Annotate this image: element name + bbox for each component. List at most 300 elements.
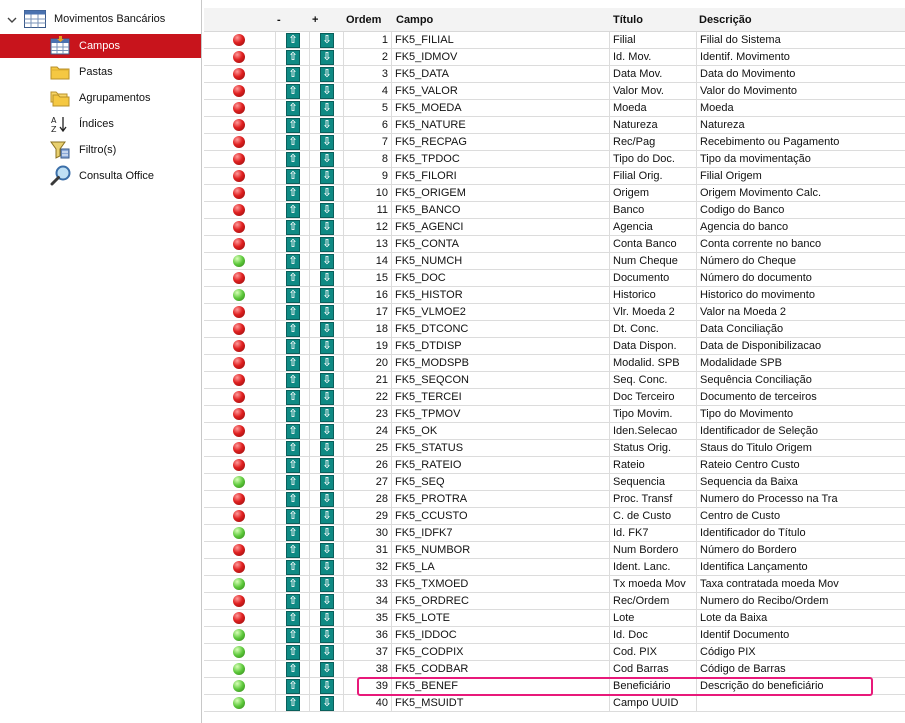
descricao-cell: Identificador do Título	[697, 525, 905, 542]
campo-cell: FK5_FILORI	[392, 168, 610, 185]
magnifier-icon	[50, 165, 72, 187]
arrow-up-icon[interactable]: ⇧	[286, 356, 300, 371]
ordem-cell: 2	[344, 49, 392, 66]
titulo-cell: Rec/Ordem	[610, 593, 697, 610]
move-up-cell	[276, 151, 310, 168]
move-up-cell	[276, 576, 310, 593]
table-row[interactable]	[204, 610, 905, 627]
arrow-down-icon[interactable]: ⇩	[320, 679, 334, 694]
arrow-up-icon[interactable]: ⇧	[286, 339, 300, 354]
arrow-up-icon[interactable]: ⇧	[286, 645, 300, 660]
arrow-up-icon[interactable]: ⇧	[286, 390, 300, 405]
arrow-up-icon[interactable]: ⇧	[286, 560, 300, 575]
move-down-cell	[310, 372, 344, 389]
campo-cell: FK5_BANCO	[392, 202, 610, 219]
status-cell	[204, 576, 276, 593]
descricao-cell: Centro de Custo	[697, 508, 905, 525]
move-down-cell	[310, 338, 344, 355]
arrow-down-icon[interactable]: ⇩	[320, 509, 334, 524]
status-red-icon	[233, 306, 245, 318]
arrow-down-icon[interactable]: ⇩	[320, 186, 334, 201]
status-cell	[204, 253, 276, 270]
arrow-up-icon[interactable]: ⇧	[286, 67, 300, 82]
arrow-up-icon[interactable]: ⇧	[286, 220, 300, 235]
move-down-cell	[310, 491, 344, 508]
campo-cell: FK5_TPMOV	[392, 406, 610, 423]
move-up-cell	[276, 270, 310, 287]
descricao-cell: Valor na Moeda 2	[697, 304, 905, 321]
arrow-down-icon[interactable]: ⇩	[320, 407, 334, 422]
move-up-cell	[276, 389, 310, 406]
move-up-cell	[276, 100, 310, 117]
titulo-cell: Data Dispon.	[610, 338, 697, 355]
descricao-cell: Moeda	[697, 100, 905, 117]
arrow-up-icon[interactable]: ⇧	[286, 458, 300, 473]
status-cell	[204, 372, 276, 389]
arrow-down-icon[interactable]: ⇩	[320, 390, 334, 405]
arrow-up-icon[interactable]: ⇧	[286, 407, 300, 422]
ordem-cell: 31	[344, 542, 392, 559]
arrow-up-icon[interactable]: ⇧	[286, 594, 300, 609]
table-row[interactable]	[204, 66, 905, 83]
move-down-cell	[310, 542, 344, 559]
arrow-down-icon[interactable]: ⇩	[320, 203, 334, 218]
arrow-down-icon[interactable]: ⇩	[320, 594, 334, 609]
titulo-cell: Modalid. SPB	[610, 355, 697, 372]
titulo-cell: Proc. Transf	[610, 491, 697, 508]
ordem-cell: 25	[344, 440, 392, 457]
status-cell	[204, 151, 276, 168]
status-cell	[204, 287, 276, 304]
arrow-down-icon[interactable]: ⇩	[320, 33, 334, 48]
move-down-cell	[310, 270, 344, 287]
ordem-cell: 8	[344, 151, 392, 168]
campo-cell: FK5_DTDISP	[392, 338, 610, 355]
campo-cell: FK5_NUMCH	[392, 253, 610, 270]
ordem-cell: 14	[344, 253, 392, 270]
titulo-cell: Data Mov.	[610, 66, 697, 83]
arrow-up-icon[interactable]: ⇧	[286, 288, 300, 303]
arrow-down-icon[interactable]: ⇩	[320, 135, 334, 150]
arrow-up-icon[interactable]: ⇧	[286, 611, 300, 626]
folders-icon	[50, 88, 70, 108]
campo-cell: FK5_LOTE	[392, 610, 610, 627]
table-row[interactable]	[204, 695, 905, 712]
table-row[interactable]	[204, 593, 905, 610]
arrow-down-icon[interactable]: ⇩	[320, 543, 334, 558]
status-cell	[204, 134, 276, 151]
status-cell	[204, 491, 276, 508]
campo-cell: FK5_FILIAL	[392, 32, 610, 49]
status-cell	[204, 270, 276, 287]
table-row[interactable]	[204, 440, 905, 457]
table-row[interactable]	[204, 168, 905, 185]
descricao-cell: Codigo do Banco	[697, 202, 905, 219]
ordem-cell: 32	[344, 559, 392, 576]
titulo-cell: Beneficiário	[610, 678, 697, 695]
status-cell	[204, 117, 276, 134]
arrow-down-icon[interactable]: ⇩	[320, 288, 334, 303]
campo-cell: FK5_NATURE	[392, 117, 610, 134]
arrow-down-icon[interactable]: ⇩	[320, 373, 334, 388]
status-red-icon	[233, 323, 245, 335]
titulo-cell: Cod Barras	[610, 661, 697, 678]
status-cell	[204, 32, 276, 49]
arrow-down-icon[interactable]: ⇩	[320, 339, 334, 354]
ordem-cell: 5	[344, 100, 392, 117]
status-cell	[204, 627, 276, 644]
arrow-up-icon[interactable]: ⇧	[286, 509, 300, 524]
move-up-cell	[276, 474, 310, 491]
arrow-down-icon[interactable]: ⇩	[320, 611, 334, 626]
ordem-cell: 39	[344, 678, 392, 695]
status-red-icon	[233, 272, 245, 284]
arrow-up-icon[interactable]: ⇧	[286, 118, 300, 133]
arrow-down-icon[interactable]: ⇩	[320, 322, 334, 337]
arrow-up-icon[interactable]: ⇧	[286, 628, 300, 643]
move-down-cell	[310, 610, 344, 627]
ordem-cell: 36	[344, 627, 392, 644]
tree-panel	[0, 0, 202, 723]
descricao-cell: Data de Disponibilizacao	[697, 338, 905, 355]
arrow-down-icon[interactable]: ⇩	[320, 458, 334, 473]
table-row[interactable]	[204, 661, 905, 678]
table-row[interactable]	[204, 644, 905, 661]
arrow-down-icon[interactable]: ⇩	[320, 220, 334, 235]
table-row[interactable]	[204, 389, 905, 406]
table-row[interactable]	[204, 253, 905, 270]
arrow-down-icon[interactable]: ⇩	[320, 424, 334, 439]
arrow-up-icon[interactable]: ⇧	[286, 492, 300, 507]
table-row[interactable]	[204, 49, 905, 66]
table-icon	[24, 10, 46, 28]
table-row[interactable]	[204, 627, 905, 644]
table-row[interactable]	[204, 185, 905, 202]
titulo-cell: Sequencia	[610, 474, 697, 491]
move-down-cell	[310, 644, 344, 661]
table-row[interactable]	[204, 355, 905, 372]
tree-item-consulta-office[interactable]	[0, 164, 201, 188]
move-down-cell	[310, 695, 344, 712]
arrow-up-icon[interactable]: ⇧	[286, 526, 300, 541]
tree-root-movimentos[interactable]	[0, 7, 202, 33]
arrow-down-icon[interactable]: ⇩	[320, 696, 334, 711]
status-cell	[204, 542, 276, 559]
arrow-up-icon[interactable]: ⇧	[286, 543, 300, 558]
table-row[interactable]	[204, 219, 905, 236]
titulo-cell: Origem	[610, 185, 697, 202]
arrow-up-icon[interactable]: ⇧	[286, 135, 300, 150]
ordem-cell: 40	[344, 695, 392, 712]
arrow-down-icon[interactable]: ⇩	[320, 50, 334, 65]
status-red-icon	[233, 119, 245, 131]
arrow-up-icon[interactable]: ⇧	[286, 271, 300, 286]
descricao-cell: Agencia do banco	[697, 219, 905, 236]
arrow-down-icon[interactable]: ⇩	[320, 271, 334, 286]
arrow-down-icon[interactable]: ⇩	[320, 577, 334, 592]
arrow-down-icon[interactable]: ⇩	[320, 254, 334, 269]
arrow-down-icon[interactable]: ⇩	[320, 237, 334, 252]
titulo-cell: Vlr. Moeda 2	[610, 304, 697, 321]
descricao-cell: Staus do Titulo Origem	[697, 440, 905, 457]
ordem-cell: 24	[344, 423, 392, 440]
status-red-icon	[233, 85, 245, 97]
titulo-cell: Iden.Selecao	[610, 423, 697, 440]
campo-cell: FK5_CODPIX	[392, 644, 610, 661]
status-cell	[204, 389, 276, 406]
titulo-cell: Conta Banco	[610, 236, 697, 253]
status-green-icon	[233, 629, 245, 641]
campo-cell: FK5_IDDOC	[392, 627, 610, 644]
descricao-cell: Recebimento ou Pagamento	[697, 134, 905, 151]
titulo-cell: Filial Orig.	[610, 168, 697, 185]
descricao-cell: Descrição do beneficiário	[697, 678, 905, 695]
titulo-cell: Doc Terceiro	[610, 389, 697, 406]
arrow-up-icon[interactable]: ⇧	[286, 696, 300, 711]
move-up-cell	[276, 32, 310, 49]
table-row[interactable]	[204, 32, 905, 49]
ordem-cell: 9	[344, 168, 392, 185]
arrow-down-icon[interactable]: ⇩	[320, 441, 334, 456]
tree-item-label: Pastas	[79, 66, 113, 78]
table-row[interactable]	[204, 134, 905, 151]
titulo-cell: Tx moeda Mov	[610, 576, 697, 593]
titulo-cell: Status Orig.	[610, 440, 697, 457]
tree-root-label: Movimentos Bancários	[54, 13, 166, 25]
ordem-cell: 10	[344, 185, 392, 202]
arrow-down-icon[interactable]: ⇩	[320, 662, 334, 677]
move-down-cell	[310, 185, 344, 202]
move-down-cell	[310, 66, 344, 83]
table-row[interactable]	[204, 236, 905, 253]
table-row[interactable]	[204, 372, 905, 389]
status-cell	[204, 321, 276, 338]
status-cell	[204, 304, 276, 321]
arrow-down-icon[interactable]: ⇩	[320, 67, 334, 82]
status-red-icon	[233, 238, 245, 250]
arrow-up-icon[interactable]: ⇧	[286, 373, 300, 388]
arrow-up-icon[interactable]: ⇧	[286, 577, 300, 592]
ordem-cell: 12	[344, 219, 392, 236]
move-down-cell	[310, 423, 344, 440]
campo-cell: FK5_TPDOC	[392, 151, 610, 168]
move-up-cell	[276, 321, 310, 338]
campo-cell: FK5_LA	[392, 559, 610, 576]
table-row[interactable]	[204, 576, 905, 593]
status-red-icon	[233, 391, 245, 403]
move-down-cell	[310, 440, 344, 457]
table-row[interactable]	[204, 525, 905, 542]
status-green-icon	[233, 578, 245, 590]
status-cell	[204, 644, 276, 661]
status-cell	[204, 100, 276, 117]
campo-cell: FK5_OK	[392, 423, 610, 440]
table-row[interactable]	[204, 270, 905, 287]
status-cell	[204, 678, 276, 695]
move-down-cell	[310, 32, 344, 49]
status-red-icon	[233, 68, 245, 80]
table-row[interactable]	[204, 457, 905, 474]
chevron-down-icon[interactable]	[6, 14, 18, 26]
titulo-cell: Ident. Lanc.	[610, 559, 697, 576]
ordem-cell: 4	[344, 83, 392, 100]
move-down-cell	[310, 321, 344, 338]
arrow-up-icon[interactable]: ⇧	[286, 475, 300, 490]
status-red-icon	[233, 425, 245, 437]
arrow-up-icon[interactable]: ⇧	[286, 679, 300, 694]
status-red-icon	[233, 340, 245, 352]
descricao-cell: Identif. Movimento	[697, 49, 905, 66]
arrow-down-icon[interactable]: ⇩	[320, 84, 334, 99]
ordem-cell: 37	[344, 644, 392, 661]
table-row[interactable]	[204, 100, 905, 117]
arrow-down-icon[interactable]: ⇩	[320, 560, 334, 575]
header-ordem[interactable]: Ordem	[346, 14, 382, 26]
arrow-up-icon[interactable]: ⇧	[286, 662, 300, 677]
tree-item-indices[interactable]	[0, 112, 201, 136]
header-minus[interactable]: -	[277, 14, 281, 26]
descricao-cell: Data do Movimento	[697, 66, 905, 83]
move-up-cell	[276, 525, 310, 542]
arrow-down-icon[interactable]: ⇩	[320, 118, 334, 133]
campo-cell: FK5_DOC	[392, 270, 610, 287]
move-up-cell	[276, 593, 310, 610]
arrow-down-icon[interactable]: ⇩	[320, 356, 334, 371]
arrow-down-icon[interactable]: ⇩	[320, 169, 334, 184]
move-up-cell	[276, 202, 310, 219]
status-cell	[204, 593, 276, 610]
arrow-up-icon[interactable]: ⇧	[286, 33, 300, 48]
ordem-cell: 33	[344, 576, 392, 593]
status-cell	[204, 49, 276, 66]
tree-item-agrupamentos[interactable]	[0, 86, 201, 110]
descricao-cell: Código de Barras	[697, 661, 905, 678]
campo-cell: FK5_ORDREC	[392, 593, 610, 610]
move-up-cell	[276, 219, 310, 236]
header-titulo[interactable]: Título	[613, 14, 643, 26]
arrow-up-icon[interactable]: ⇧	[286, 305, 300, 320]
table-row[interactable]	[204, 406, 905, 423]
arrow-down-icon[interactable]: ⇩	[320, 101, 334, 116]
table-row[interactable]	[204, 321, 905, 338]
titulo-cell: Tipo Movim.	[610, 406, 697, 423]
tree-item-pastas[interactable]	[0, 60, 201, 84]
table-row[interactable]	[204, 287, 905, 304]
arrow-down-icon[interactable]: ⇩	[320, 152, 334, 167]
table-row[interactable]	[204, 117, 905, 134]
descricao-cell: Código PIX	[697, 644, 905, 661]
descricao-cell: Valor do Movimento	[697, 83, 905, 100]
descricao-cell: Documento de terceiros	[697, 389, 905, 406]
table-row[interactable]	[204, 304, 905, 321]
arrow-up-icon[interactable]: ⇧	[286, 169, 300, 184]
ordem-cell: 22	[344, 389, 392, 406]
arrow-up-icon[interactable]: ⇧	[286, 254, 300, 269]
header-plus[interactable]: +	[312, 14, 319, 26]
campo-cell: FK5_PROTRA	[392, 491, 610, 508]
status-cell	[204, 440, 276, 457]
titulo-cell: Cod. PIX	[610, 644, 697, 661]
arrow-up-icon[interactable]: ⇧	[286, 101, 300, 116]
tree-item-filtros[interactable]	[0, 138, 201, 162]
move-down-cell	[310, 389, 344, 406]
arrow-down-icon[interactable]: ⇩	[320, 305, 334, 320]
arrow-up-icon[interactable]: ⇧	[286, 441, 300, 456]
status-green-icon	[233, 527, 245, 539]
arrow-down-icon[interactable]: ⇩	[320, 645, 334, 660]
move-down-cell	[310, 525, 344, 542]
table-row[interactable]	[204, 423, 905, 440]
table-row[interactable]	[204, 202, 905, 219]
arrow-up-icon[interactable]: ⇧	[286, 152, 300, 167]
titulo-cell: Id. Mov.	[610, 49, 697, 66]
arrow-down-icon[interactable]: ⇩	[320, 628, 334, 643]
descricao-cell	[697, 695, 905, 712]
tree-item-campos[interactable]	[0, 34, 201, 58]
status-green-icon	[233, 680, 245, 692]
table-row[interactable]	[204, 508, 905, 525]
arrow-up-icon[interactable]: ⇧	[286, 203, 300, 218]
move-up-cell	[276, 83, 310, 100]
titulo-cell: Num Cheque	[610, 253, 697, 270]
status-red-icon	[233, 187, 245, 199]
table-row[interactable]	[204, 338, 905, 355]
arrow-up-icon[interactable]: ⇧	[286, 424, 300, 439]
arrow-up-icon[interactable]: ⇧	[286, 237, 300, 252]
header-campo[interactable]: Campo	[396, 14, 434, 26]
arrow-up-icon[interactable]: ⇧	[286, 50, 300, 65]
table-row[interactable]	[204, 474, 905, 491]
table-row[interactable]	[204, 559, 905, 576]
status-cell	[204, 202, 276, 219]
status-cell	[204, 406, 276, 423]
arrow-up-icon[interactable]: ⇧	[286, 322, 300, 337]
ordem-cell: 11	[344, 202, 392, 219]
header-descricao[interactable]: Descrição	[699, 14, 752, 26]
ordem-cell: 1	[344, 32, 392, 49]
filter-icon	[50, 140, 70, 160]
titulo-cell: Natureza	[610, 117, 697, 134]
table-row[interactable]	[204, 151, 905, 168]
status-red-icon	[233, 51, 245, 63]
table-row[interactable]	[204, 491, 905, 508]
status-red-icon	[233, 357, 245, 369]
titulo-cell: Tipo do Doc.	[610, 151, 697, 168]
table-row[interactable]	[204, 678, 905, 695]
arrow-down-icon[interactable]: ⇩	[320, 475, 334, 490]
move-down-cell	[310, 134, 344, 151]
status-red-icon	[233, 544, 245, 556]
arrow-up-icon[interactable]: ⇧	[286, 84, 300, 99]
arrow-down-icon[interactable]: ⇩	[320, 492, 334, 507]
status-red-icon	[233, 442, 245, 454]
move-up-cell	[276, 304, 310, 321]
descricao-cell: Modalidade SPB	[697, 355, 905, 372]
ordem-cell: 20	[344, 355, 392, 372]
campo-cell: FK5_MSUIDT	[392, 695, 610, 712]
descricao-cell: Filial Origem	[697, 168, 905, 185]
move-up-cell	[276, 508, 310, 525]
arrow-up-icon[interactable]: ⇧	[286, 186, 300, 201]
move-up-cell	[276, 49, 310, 66]
move-up-cell	[276, 678, 310, 695]
table-row[interactable]	[204, 542, 905, 559]
status-red-icon	[233, 510, 245, 522]
arrow-down-icon[interactable]: ⇩	[320, 526, 334, 541]
descricao-cell: Número do Bordero	[697, 542, 905, 559]
table-row[interactable]	[204, 83, 905, 100]
descricao-cell: Tipo do Movimento	[697, 406, 905, 423]
